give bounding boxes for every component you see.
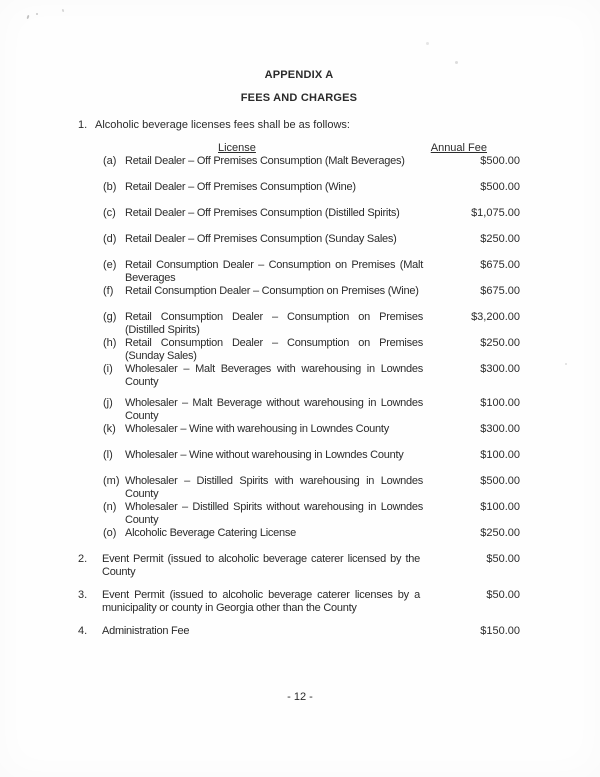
- license-row-letter: (f): [103, 285, 114, 297]
- license-row-text: Retail Dealer – Off Premises Consumption (Malt Beverages): [125, 155, 405, 167]
- appendix-title: APPENDIX A: [264, 69, 334, 81]
- numbered-item-number: 3.: [78, 589, 88, 601]
- license-row-fee: $500.00: [480, 181, 520, 193]
- license-row-text: Retail Dealer – Off Premises Consumption (Wine): [125, 181, 356, 193]
- license-row: [103, 337, 520, 363]
- license-row-fee: $675.00: [480, 259, 520, 271]
- license-row: [103, 233, 520, 259]
- license-row: [103, 475, 520, 501]
- numbered-item-text: Administration Fee: [102, 625, 190, 637]
- license-row: [103, 311, 520, 337]
- license-row-text: Wholesaler – Distilled Spirits with warehousing in Lowndes County: [125, 475, 423, 500]
- license-row-text: Wholesaler – Malt Beverages with warehousing in Lowndes County: [125, 363, 423, 388]
- license-row-fee: $300.00: [480, 363, 520, 375]
- license-row-letter: (h): [103, 337, 117, 349]
- license-row-letter: (i): [103, 363, 113, 375]
- numbered-items: [78, 553, 520, 651]
- license-row-fee: $100.00: [480, 501, 520, 513]
- license-row-letter: (d): [103, 233, 117, 245]
- license-row-fee: $3,200.00: [471, 311, 520, 323]
- license-row: [103, 363, 520, 389]
- scan-speck: [36, 13, 38, 15]
- license-row-fee: $100.00: [480, 397, 520, 409]
- license-row-fee: $675.00: [480, 285, 520, 297]
- license-row-text: Wholesaler – Wine with warehousing in Lowndes County: [125, 423, 389, 435]
- license-row-letter: (k): [103, 423, 116, 435]
- numbered-item: [78, 553, 520, 579]
- license-row: [103, 155, 520, 181]
- license-row: [103, 423, 520, 449]
- license-row-text: Wholesaler – Malt Beverage without warehousing in Lowndes County: [125, 397, 423, 422]
- scan-speck: [565, 363, 567, 365]
- license-row-text: Retail Consumption Dealer – Consumption on Premises (Malt Beverages: [125, 259, 423, 284]
- license-row: [103, 207, 520, 233]
- license-row-text: Wholesaler – Distilled Spirits without warehousing in Lowndes County: [125, 501, 423, 526]
- numbered-item-text: Event Permit (issued to alcoholic beverage caterer licenses by a municipality or county in Georgia other than the County: [102, 589, 420, 614]
- license-row-fee: $500.00: [480, 475, 520, 487]
- license-row: [103, 449, 520, 475]
- numbered-item-number: 2.: [78, 553, 88, 565]
- license-row-letter: (m): [103, 475, 120, 487]
- license-row-fee: $1,075.00: [471, 207, 520, 219]
- license-row: [103, 285, 520, 311]
- scan-speck: [62, 9, 65, 12]
- license-row-letter: (o): [103, 527, 117, 539]
- section-1-intro: Alcoholic beverage licenses fees shall be as follows:: [95, 119, 350, 131]
- license-row: [103, 501, 520, 527]
- numbered-item: [78, 625, 520, 651]
- scan-speck: [455, 61, 458, 64]
- license-row-fee: $500.00: [480, 155, 520, 167]
- numbered-item-fee: $150.00: [480, 625, 520, 637]
- license-row-letter: (g): [103, 311, 117, 323]
- numbered-item-number: 4.: [78, 625, 88, 637]
- doc-subtitle: FEES AND CHARGES: [240, 92, 358, 104]
- numbered-item-text: Event Permit (issued to alcoholic beverage caterer licensed by the County: [102, 553, 420, 578]
- license-row-letter: (n): [103, 501, 117, 513]
- license-row-text: Retail Consumption Dealer – Consumption on Premises (Sunday Sales): [125, 337, 423, 362]
- license-row-letter: (l): [103, 449, 113, 461]
- fee-table: [103, 142, 520, 553]
- license-row-text: Retail Dealer – Off Premises Consumption (Distilled Spirits): [125, 207, 400, 219]
- license-row-letter: (e): [103, 259, 117, 271]
- license-row-fee: $250.00: [480, 527, 520, 539]
- numbered-item: [78, 589, 520, 615]
- page-number: - 12 -: [287, 691, 313, 703]
- license-row-text: Wholesaler – Wine without warehousing in Lowndes County: [125, 449, 404, 461]
- license-row-fee: $250.00: [480, 233, 520, 245]
- license-row-text: Retail Consumption Dealer – Consumption on Premises (Wine): [125, 285, 419, 297]
- license-column-header: License: [218, 142, 256, 154]
- license-row-letter: (c): [103, 207, 116, 219]
- license-row: [103, 527, 520, 553]
- license-row-text: Alcoholic Beverage Catering License: [125, 527, 297, 539]
- section-1-number: 1.: [78, 119, 88, 131]
- license-row-letter: (j): [103, 397, 113, 409]
- license-row-text: Retail Dealer – Off Premises Consumption (Sunday Sales): [125, 233, 397, 245]
- annual-fee-column-header: Annual Fee: [430, 142, 487, 154]
- scan-speck: [426, 42, 429, 45]
- table-header: [103, 142, 520, 155]
- license-row: [103, 259, 520, 285]
- numbered-item-fee: $50.00: [486, 553, 520, 565]
- license-row: [103, 397, 520, 423]
- license-rows: [103, 155, 520, 553]
- license-row-fee: $250.00: [480, 337, 520, 349]
- license-row-fee: $300.00: [480, 423, 520, 435]
- numbered-item-fee: $50.00: [486, 589, 520, 601]
- license-row-fee: $100.00: [480, 449, 520, 461]
- license-row-letter: (a): [103, 155, 117, 167]
- section-1: [78, 119, 520, 132]
- license-row-letter: (b): [103, 181, 117, 193]
- license-row-text: Retail Consumption Dealer – Consumption on Premises (Distilled Spirits): [125, 311, 423, 336]
- license-row: [103, 181, 520, 207]
